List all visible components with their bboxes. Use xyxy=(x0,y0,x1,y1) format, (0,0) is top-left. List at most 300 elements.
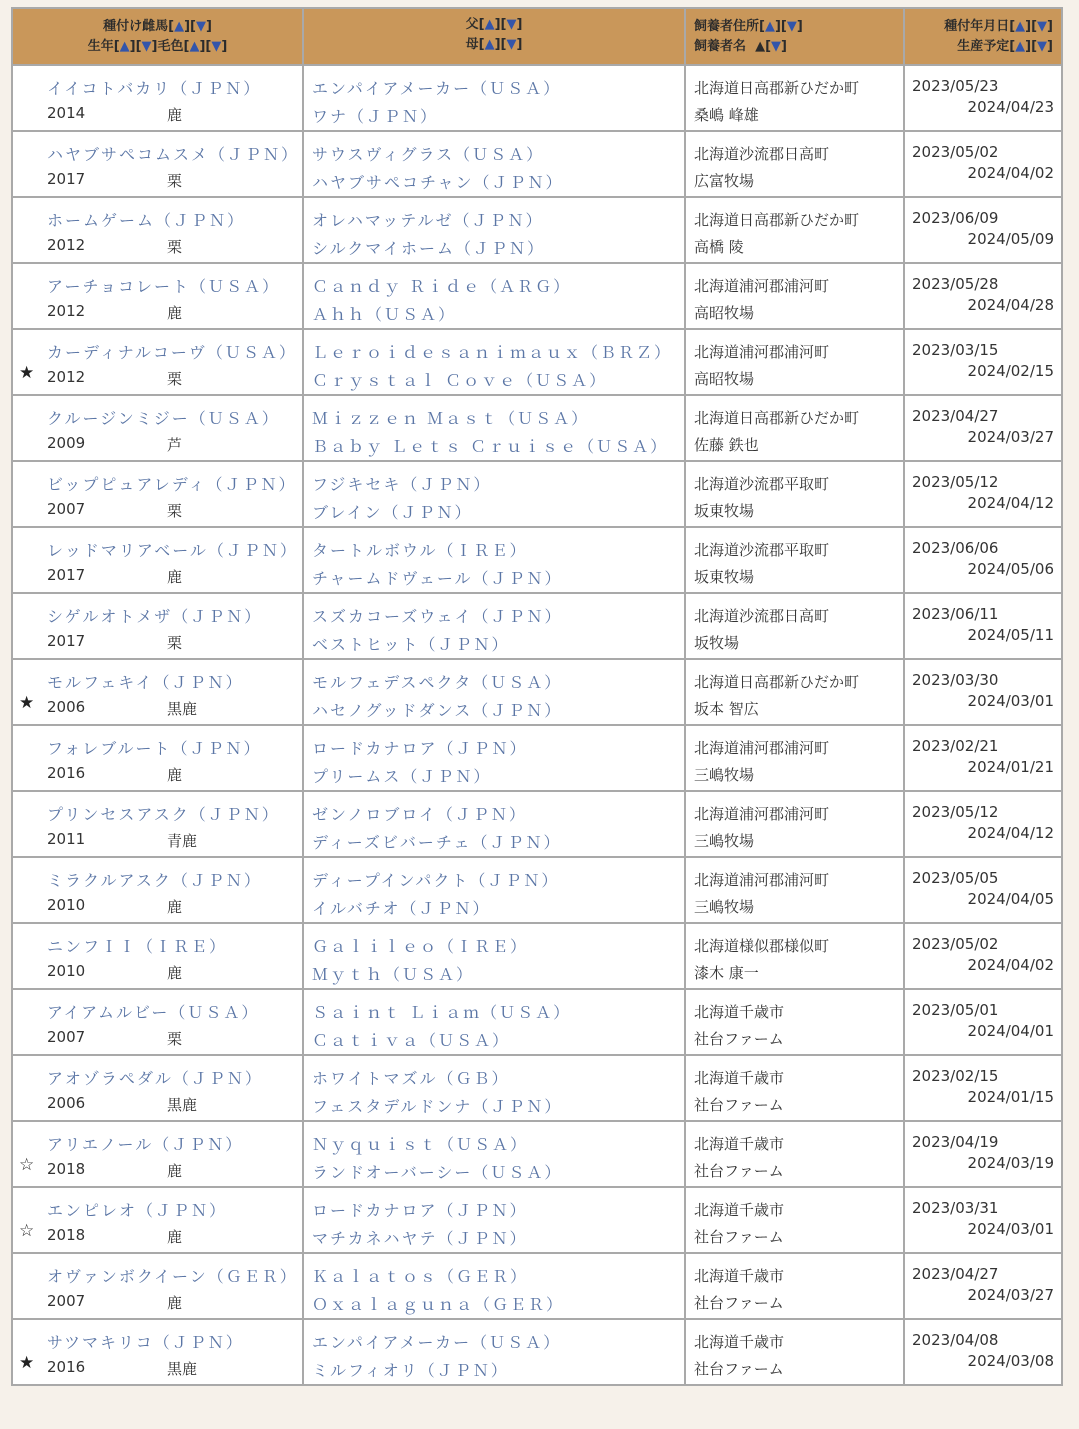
dates-cell xyxy=(904,923,1062,989)
sire-name-link[interactable]: スズカコーズウェイ（ＪＰＮ） xyxy=(312,607,563,626)
table-row xyxy=(12,659,1062,725)
owner-cell xyxy=(685,131,904,197)
sort-due-asc-button[interactable]: ▲ xyxy=(1015,39,1026,54)
sire-name-link[interactable]: Ｃａｎｄｙ Ｒｉｄｅ（ＡＲＧ） xyxy=(312,277,572,296)
owner-address: 北海道千歳市 xyxy=(694,1201,785,1219)
mare-mark-icon: ★ xyxy=(19,1353,35,1373)
owner-address: 北海道沙流郡日高町 xyxy=(694,607,830,625)
owner-address: 北海道千歳市 xyxy=(694,1069,785,1087)
parents-cell xyxy=(303,65,685,131)
mare-coat-color: 青鹿 xyxy=(167,832,198,850)
parents-cell xyxy=(303,1187,685,1253)
mare-mark-icon: ★ xyxy=(19,363,35,383)
mare-mark-icon: ★ xyxy=(19,693,35,713)
dates-cell xyxy=(904,857,1062,923)
mare-cell xyxy=(12,461,303,527)
sire-name-link[interactable]: Ｓａｉｎｔ Ｌｉａｍ（ＵＳＡ） xyxy=(312,1003,572,1022)
dam-name-link[interactable]: フェスタデルドンナ（ＪＰＮ） xyxy=(312,1097,563,1116)
mare-coat-color: 鹿 xyxy=(167,1162,183,1180)
owner-name: 坂東牧場 xyxy=(694,568,755,586)
dam-name-link[interactable]: ランドオーバーシー（ＵＳＡ） xyxy=(312,1163,563,1182)
sire-name-link[interactable]: エンパイアメーカー（ＵＳＡ） xyxy=(312,1333,562,1352)
parents-cell xyxy=(303,857,685,923)
mare-cell xyxy=(12,791,303,857)
owner-name: 社台ファーム xyxy=(694,1360,784,1378)
due-date: 2024/04/12 xyxy=(967,494,1054,512)
owner-address: 北海道浦河郡浦河町 xyxy=(694,805,830,823)
mare-coat-color: 鹿 xyxy=(167,304,183,322)
owner-name: 社台ファーム xyxy=(694,1096,784,1114)
owner-name: 高橋 陵 xyxy=(694,238,744,256)
mare-coat-color: 栗 xyxy=(167,172,183,190)
owner-address: 北海道沙流郡平取町 xyxy=(694,541,830,559)
owner-name: 三嶋牧場 xyxy=(694,832,755,850)
covered-date: 2023/05/28 xyxy=(912,275,999,293)
owner-name: 社台ファーム xyxy=(694,1030,784,1048)
covered-date: 2023/04/19 xyxy=(912,1133,999,1151)
mare-name-link[interactable]: アイアムルビー（ＵＳＡ） xyxy=(47,1003,260,1022)
due-date: 2024/04/01 xyxy=(967,1022,1054,1040)
dates-cell xyxy=(904,131,1062,197)
owner-cell xyxy=(685,527,904,593)
mare-cell xyxy=(12,1055,303,1121)
mare-coat-color: 黒鹿 xyxy=(167,1096,198,1114)
covered-date: 2023/04/27 xyxy=(912,1265,999,1283)
owner-address: 北海道浦河郡浦河町 xyxy=(694,277,830,295)
sire-name-link[interactable]: サウスヴィグラス（ＵＳＡ） xyxy=(312,145,545,164)
mare-name-link[interactable]: ニンフＩＩ（ＩＲＥ） xyxy=(47,937,228,956)
mare-coat-color: 鹿 xyxy=(167,568,183,586)
dates-cell xyxy=(904,1121,1062,1187)
parents-cell xyxy=(303,461,685,527)
owner-address: 北海道千歳市 xyxy=(694,1135,785,1153)
header-owner: 飼養者住所[▲][▼] 飼養者名 ▲[▼] xyxy=(685,8,904,65)
parents-cell xyxy=(303,329,685,395)
owner-cell xyxy=(685,593,904,659)
mare-coat-color: 栗 xyxy=(167,502,183,520)
parents-cell xyxy=(303,659,685,725)
dates-cell xyxy=(904,725,1062,791)
due-date: 2024/03/19 xyxy=(967,1154,1054,1172)
owner-cell xyxy=(685,197,904,263)
header-mare: 種付け雌馬[▲][▼] 生年[▲][▼]毛色[▲][▼] xyxy=(12,8,303,65)
covered-date: 2023/05/23 xyxy=(912,77,999,95)
mare-cell xyxy=(12,197,303,263)
dam-name-link[interactable]: ブレイン（ＪＰＮ） xyxy=(312,503,473,522)
header-address-label: 飼養者住所 xyxy=(694,19,760,34)
mare-name-link[interactable]: ハヤブサペコムスメ（ＪＰＮ） xyxy=(47,145,300,164)
owner-cell xyxy=(685,1319,904,1385)
parents-cell xyxy=(303,1121,685,1187)
due-date: 2024/01/15 xyxy=(967,1088,1054,1106)
table-row xyxy=(12,857,1062,923)
mare-coat-color: 栗 xyxy=(167,634,183,652)
owner-cell xyxy=(685,263,904,329)
dam-name-link[interactable]: Ｃａｔｉｖａ（ＵＳＡ） xyxy=(312,1031,511,1050)
header-due-label: 生産予定 xyxy=(957,39,1010,54)
mare-birth-year: 2010 xyxy=(47,896,86,914)
owner-name: 佐藤 鉄也 xyxy=(694,436,759,454)
owner-address: 北海道沙流郡平取町 xyxy=(694,475,830,493)
mare-coat-color: 鹿 xyxy=(167,1228,183,1246)
covered-date: 2023/02/21 xyxy=(912,737,999,755)
sire-name-link[interactable]: ディープインパクト（ＪＰＮ） xyxy=(312,871,560,890)
owner-address: 北海道日高郡新ひだか町 xyxy=(694,673,860,691)
sire-name-link[interactable]: オレハマッテルゼ（ＪＰＮ） xyxy=(312,211,544,230)
sire-name-link[interactable]: Ｍｉｚｚｅｎ Ｍａｓｔ（ＵＳＡ） xyxy=(312,409,590,428)
dates-cell xyxy=(904,791,1062,857)
mare-cell xyxy=(12,1121,303,1187)
owner-address: 北海道千歳市 xyxy=(694,1333,785,1351)
dates-cell xyxy=(904,1253,1062,1319)
owner-cell xyxy=(685,329,904,395)
header-owner-label: 飼養者名 xyxy=(694,39,747,54)
owner-address: 北海道浦河郡浦河町 xyxy=(694,871,830,889)
mare-coat-color: 鹿 xyxy=(167,898,183,916)
mare-birth-year: 2010 xyxy=(47,962,86,980)
table-row xyxy=(12,725,1062,791)
parents-cell xyxy=(303,197,685,263)
mare-list-table xyxy=(11,7,1063,1386)
due-date: 2024/04/02 xyxy=(967,956,1054,974)
table-row xyxy=(12,593,1062,659)
owner-cell xyxy=(685,1055,904,1121)
owner-cell xyxy=(685,1121,904,1187)
owner-name: 高昭牧場 xyxy=(694,304,755,322)
sire-name-link[interactable]: ロードカナロア（ＪＰＮ） xyxy=(312,1201,528,1220)
mare-birth-year: 2012 xyxy=(47,236,86,254)
mare-birth-year: 2014 xyxy=(47,104,86,122)
dam-name-link[interactable]: チャームドヴェール（ＪＰＮ） xyxy=(312,569,563,588)
covered-date: 2023/05/01 xyxy=(912,1001,999,1019)
mare-coat-color: 芦 xyxy=(167,436,183,454)
mare-coat-color: 鹿 xyxy=(167,766,183,784)
table-row xyxy=(12,461,1062,527)
mare-birth-year: 2016 xyxy=(47,764,86,782)
sort-color-asc-button[interactable]: ▲ xyxy=(189,39,200,54)
mare-name-link[interactable]: オヴァンボクイーン（ＧＥＲ） xyxy=(47,1267,298,1286)
covered-date: 2023/06/11 xyxy=(912,605,999,623)
owner-cell xyxy=(685,989,904,1055)
table-header-row xyxy=(12,8,1062,65)
mare-name-link[interactable]: イイコトバカリ（ＪＰＮ） xyxy=(47,79,262,98)
mare-birth-year: 2017 xyxy=(47,566,86,584)
due-date: 2024/03/08 xyxy=(967,1352,1054,1370)
mare-name-link[interactable]: カーディナルコーヴ（ＵＳＡ） xyxy=(47,343,297,362)
mare-name-link[interactable]: フォレブルート（ＪＰＮ） xyxy=(47,739,262,758)
mare-birth-year: 2016 xyxy=(47,1358,86,1376)
owner-name: 桑嶋 峰雄 xyxy=(694,106,759,124)
sire-name-link[interactable]: ゼンノロブロイ（ＪＰＮ） xyxy=(312,805,527,824)
mare-birth-year: 2007 xyxy=(47,500,86,518)
dam-name-link[interactable]: ディーズビバーチェ（ＪＰＮ） xyxy=(312,833,562,852)
mare-birth-year: 2017 xyxy=(47,632,86,650)
due-date: 2024/05/11 xyxy=(967,626,1054,644)
sire-name-link[interactable]: Ｎｙｑｕｉｓｔ（ＵＳＡ） xyxy=(312,1135,529,1154)
mare-mark-icon: ☆ xyxy=(19,1221,35,1241)
table-row xyxy=(12,395,1062,461)
table-row xyxy=(12,923,1062,989)
parents-cell xyxy=(303,1319,685,1385)
header-mare-label: 種付け雌馬 xyxy=(103,19,169,34)
due-date: 2024/04/28 xyxy=(967,296,1054,314)
mare-cell xyxy=(12,1319,303,1385)
owner-address: 北海道千歳市 xyxy=(694,1267,785,1285)
parents-cell xyxy=(303,395,685,461)
dates-cell xyxy=(904,395,1062,461)
sire-name-link[interactable]: エンパイアメーカー（ＵＳＡ） xyxy=(312,79,562,98)
results-table-wrapper xyxy=(11,7,1061,1386)
dam-name-link[interactable]: プリームス（ＪＰＮ） xyxy=(312,767,492,786)
mare-cell xyxy=(12,923,303,989)
mare-cell xyxy=(12,131,303,197)
owner-cell xyxy=(685,923,904,989)
table-row xyxy=(12,1253,1062,1319)
mare-cell xyxy=(12,329,303,395)
table-row xyxy=(12,65,1062,131)
mare-birth-year: 2012 xyxy=(47,302,86,320)
owner-name: 坂東牧場 xyxy=(694,502,755,520)
covered-date: 2023/05/02 xyxy=(912,935,999,953)
mare-name-link[interactable]: サツマキリコ（ＪＰＮ） xyxy=(47,1333,244,1352)
table-row xyxy=(12,527,1062,593)
header-year-label: 生年 xyxy=(87,39,114,54)
sire-name-link[interactable]: Ｇａｌｉｌｅｏ（ＩＲＥ） xyxy=(312,937,529,956)
due-date: 2024/04/05 xyxy=(967,890,1054,908)
mare-name-link[interactable]: アーチョコレート（ＵＳＡ） xyxy=(47,277,281,296)
sort-color-desc-button[interactable]: ▼ xyxy=(211,39,222,54)
owner-address: 北海道様似郡様似町 xyxy=(694,937,830,955)
dam-name-link[interactable]: ハヤブサペコチャン（ＪＰＮ） xyxy=(312,173,564,192)
covered-date: 2023/04/08 xyxy=(912,1331,999,1349)
header-covered-label: 種付年月日 xyxy=(944,19,1010,34)
dates-cell xyxy=(904,659,1062,725)
mare-cell xyxy=(12,527,303,593)
sire-name-link[interactable]: モルフェデスペクタ（ＵＳＡ） xyxy=(312,673,563,692)
covered-date: 2023/04/27 xyxy=(912,407,999,425)
table-row xyxy=(12,989,1062,1055)
dam-name-link[interactable]: マチカネハヤテ（ＪＰＮ） xyxy=(312,1229,528,1248)
covered-date: 2023/05/12 xyxy=(912,473,999,491)
mare-mark-icon: ☆ xyxy=(19,1155,35,1175)
owner-address: 北海道浦河郡浦河町 xyxy=(694,343,830,361)
sort-covered-desc-button[interactable]: ▼ xyxy=(1037,19,1048,34)
dates-cell xyxy=(904,1319,1062,1385)
owner-cell xyxy=(685,461,904,527)
covered-date: 2023/05/02 xyxy=(912,143,999,161)
due-date: 2024/03/01 xyxy=(967,692,1054,710)
dates-cell xyxy=(904,197,1062,263)
dam-name-link[interactable]: ハセノグッドダンス（ＪＰＮ） xyxy=(312,701,563,720)
due-date: 2024/03/01 xyxy=(967,1220,1054,1238)
sort-year-asc-button[interactable]: ▲ xyxy=(119,39,130,54)
dates-cell xyxy=(904,527,1062,593)
header-dam-label: 母 xyxy=(465,37,479,52)
parents-cell xyxy=(303,527,685,593)
sire-name-link[interactable]: タートルボウル（ＩＲＥ） xyxy=(312,541,528,560)
mare-name-link[interactable]: クルージンミジー（ＵＳＡ） xyxy=(47,409,280,428)
table-row xyxy=(12,791,1062,857)
mare-birth-year: 2007 xyxy=(47,1028,86,1046)
table-row xyxy=(12,1121,1062,1187)
sort-sire-asc-button[interactable]: ▲ xyxy=(484,17,495,32)
mare-birth-year: 2009 xyxy=(47,434,86,452)
mare-name-link[interactable]: アオゾラペダル（ＪＰＮ） xyxy=(47,1069,263,1088)
owner-address: 北海道沙流郡日高町 xyxy=(694,145,830,163)
owner-address: 北海道浦河郡浦河町 xyxy=(694,739,830,757)
mare-name-link[interactable]: プリンセスアスク（ＪＰＮ） xyxy=(47,805,280,824)
covered-date: 2023/06/06 xyxy=(912,539,999,557)
dates-cell xyxy=(904,461,1062,527)
dam-name-link[interactable]: ベストヒット（ＪＰＮ） xyxy=(312,635,510,654)
table-row xyxy=(12,329,1062,395)
covered-date: 2023/06/09 xyxy=(912,209,999,227)
sort-address-desc-button[interactable]: ▼ xyxy=(786,19,797,34)
parents-cell xyxy=(303,263,685,329)
parents-cell xyxy=(303,923,685,989)
mare-name-link[interactable]: ホームゲーム（ＪＰＮ） xyxy=(47,211,246,230)
covered-date: 2023/03/15 xyxy=(912,341,999,359)
sort-mare-asc-button[interactable]: ▲ xyxy=(174,19,185,34)
mare-cell xyxy=(12,395,303,461)
sort-mare-desc-button[interactable]: ▼ xyxy=(195,19,206,34)
dam-name-link[interactable]: Ｂａｂｙ Ｌｅｔｓ Ｃｒｕｉｓｅ（ＵＳＡ） xyxy=(312,437,669,456)
dam-name-link[interactable]: シルクマイホーム（ＪＰＮ） xyxy=(312,239,545,258)
owner-name: 広富牧場 xyxy=(694,172,755,190)
mare-name-link[interactable]: ミラクルアスク（ＪＰＮ） xyxy=(47,871,262,890)
mare-name-link[interactable]: モルフェキイ（ＪＰＮ） xyxy=(47,673,244,692)
owner-cell xyxy=(685,791,904,857)
dam-name-link[interactable]: Ａｈｈ（ＵＳＡ） xyxy=(312,305,457,324)
parents-cell xyxy=(303,1253,685,1319)
dam-name-link[interactable]: イルバチオ（ＪＰＮ） xyxy=(312,899,491,918)
owner-address: 北海道千歳市 xyxy=(694,1003,785,1021)
dates-cell xyxy=(904,593,1062,659)
table-row xyxy=(12,1055,1062,1121)
covered-date: 2023/05/05 xyxy=(912,869,999,887)
mare-name-link[interactable]: エンピレオ（ＪＰＮ） xyxy=(47,1201,228,1220)
covered-date: 2023/03/30 xyxy=(912,671,999,689)
dam-name-link[interactable]: Ｃｒｙｓｔａｌ Ｃｏｖｅ（ＵＳＡ） xyxy=(312,371,608,390)
owner-name: 三嶋牧場 xyxy=(694,898,755,916)
due-date: 2024/01/21 xyxy=(967,758,1054,776)
owner-cell xyxy=(685,725,904,791)
sort-owner-desc-button[interactable]: ▼ xyxy=(771,39,782,54)
table-row xyxy=(12,1319,1062,1385)
mare-birth-year: 2006 xyxy=(47,698,86,716)
owner-cell xyxy=(685,659,904,725)
mare-birth-year: 2007 xyxy=(47,1292,86,1310)
owner-cell xyxy=(685,65,904,131)
dates-cell xyxy=(904,1055,1062,1121)
sort-owner-asc-indicator[interactable]: ▲ xyxy=(755,39,766,54)
mare-name-link[interactable]: レッドマリアベール（ＪＰＮ） xyxy=(47,541,298,560)
dates-cell xyxy=(904,1187,1062,1253)
mare-birth-year: 2012 xyxy=(47,368,86,386)
owner-cell xyxy=(685,857,904,923)
table-row xyxy=(12,263,1062,329)
mare-name-link[interactable]: シゲルオトメザ（ＪＰＮ） xyxy=(47,607,263,626)
parents-cell xyxy=(303,1055,685,1121)
due-date: 2024/03/27 xyxy=(967,1286,1054,1304)
owner-name: 坂本 智広 xyxy=(694,700,759,718)
sire-name-link[interactable]: フジキセキ（ＪＰＮ） xyxy=(312,475,492,494)
sire-name-link[interactable]: ホワイトマズル（ＧＢ） xyxy=(312,1069,510,1088)
mare-name-link[interactable]: アリエノール（ＪＰＮ） xyxy=(47,1135,244,1154)
sort-dam-desc-button[interactable]: ▼ xyxy=(506,37,517,52)
due-date: 2024/03/27 xyxy=(967,428,1054,446)
owner-name: 社台ファーム xyxy=(694,1162,784,1180)
sire-name-link[interactable]: ロードカナロア（ＪＰＮ） xyxy=(312,739,528,758)
parents-cell xyxy=(303,131,685,197)
mare-coat-color: 栗 xyxy=(167,238,183,256)
sort-dam-asc-button[interactable]: ▲ xyxy=(484,37,495,52)
mare-coat-color: 栗 xyxy=(167,370,183,388)
mare-cell xyxy=(12,1253,303,1319)
mare-birth-year: 2017 xyxy=(47,170,86,188)
due-date: 2024/04/12 xyxy=(967,824,1054,842)
due-date: 2024/04/23 xyxy=(967,98,1054,116)
mare-birth-year: 2018 xyxy=(47,1226,86,1244)
due-date: 2024/02/15 xyxy=(967,362,1054,380)
dates-cell xyxy=(904,989,1062,1055)
due-date: 2024/05/09 xyxy=(967,230,1054,248)
owner-address: 北海道日高郡新ひだか町 xyxy=(694,211,860,229)
sire-name-link[interactable]: Ｋａｌａｔｏｓ（ＧＥＲ） xyxy=(312,1267,529,1286)
mare-birth-year: 2011 xyxy=(47,830,86,848)
owner-name: 坂牧場 xyxy=(694,634,740,652)
header-parents: 父[▲][▼] 母[▲][▼] xyxy=(303,8,685,65)
dam-name-link[interactable]: ミルフィオリ（ＪＰＮ） xyxy=(312,1361,509,1380)
header-dates: 種付年月日[▲][▼] 生産予定[▲][▼] xyxy=(904,8,1062,65)
sort-address-asc-button[interactable]: ▲ xyxy=(764,19,775,34)
table-row xyxy=(12,1187,1062,1253)
mare-cell xyxy=(12,65,303,131)
covered-date: 2023/05/12 xyxy=(912,803,999,821)
sort-covered-asc-button[interactable]: ▲ xyxy=(1015,19,1026,34)
parents-cell xyxy=(303,791,685,857)
mare-coat-color: 鹿 xyxy=(167,964,183,982)
mare-name-link[interactable]: ビップピュアレディ（ＪＰＮ） xyxy=(47,475,297,494)
covered-date: 2023/03/31 xyxy=(912,1199,999,1217)
sort-sire-desc-button[interactable]: ▼ xyxy=(506,17,517,32)
mare-cell xyxy=(12,263,303,329)
mare-birth-year: 2018 xyxy=(47,1160,86,1178)
owner-cell xyxy=(685,395,904,461)
dam-name-link[interactable]: ワナ（ＪＰＮ） xyxy=(312,107,439,126)
mare-coat-color: 黒鹿 xyxy=(167,700,198,718)
dam-name-link[interactable]: Ｍｙｔｈ（ＵＳＡ） xyxy=(312,965,475,984)
sort-due-desc-button[interactable]: ▼ xyxy=(1037,39,1048,54)
sire-name-link[interactable]: Ｌｅｒｏｉｄｅｓａｎｉｍａｕｘ（ＢＲＺ） xyxy=(312,343,673,362)
due-date: 2024/05/06 xyxy=(967,560,1054,578)
mare-cell xyxy=(12,857,303,923)
owner-address: 北海道日高郡新ひだか町 xyxy=(694,79,860,97)
owner-name: 社台ファーム xyxy=(694,1228,784,1246)
owner-cell xyxy=(685,1187,904,1253)
mare-coat-color: 黒鹿 xyxy=(167,1360,198,1378)
mare-cell xyxy=(12,1187,303,1253)
dam-name-link[interactable]: Ｏｘａｌａｇｕｎａ（ＧＥＲ） xyxy=(312,1295,565,1314)
parents-cell xyxy=(303,989,685,1055)
owner-name: 三嶋牧場 xyxy=(694,766,755,784)
dates-cell xyxy=(904,329,1062,395)
owner-address: 北海道日高郡新ひだか町 xyxy=(694,409,860,427)
mare-coat-color: 栗 xyxy=(167,1030,183,1048)
sort-year-desc-button[interactable]: ▼ xyxy=(141,39,152,54)
mare-birth-year: 2006 xyxy=(47,1094,86,1112)
header-sire-label: 父 xyxy=(465,17,479,32)
